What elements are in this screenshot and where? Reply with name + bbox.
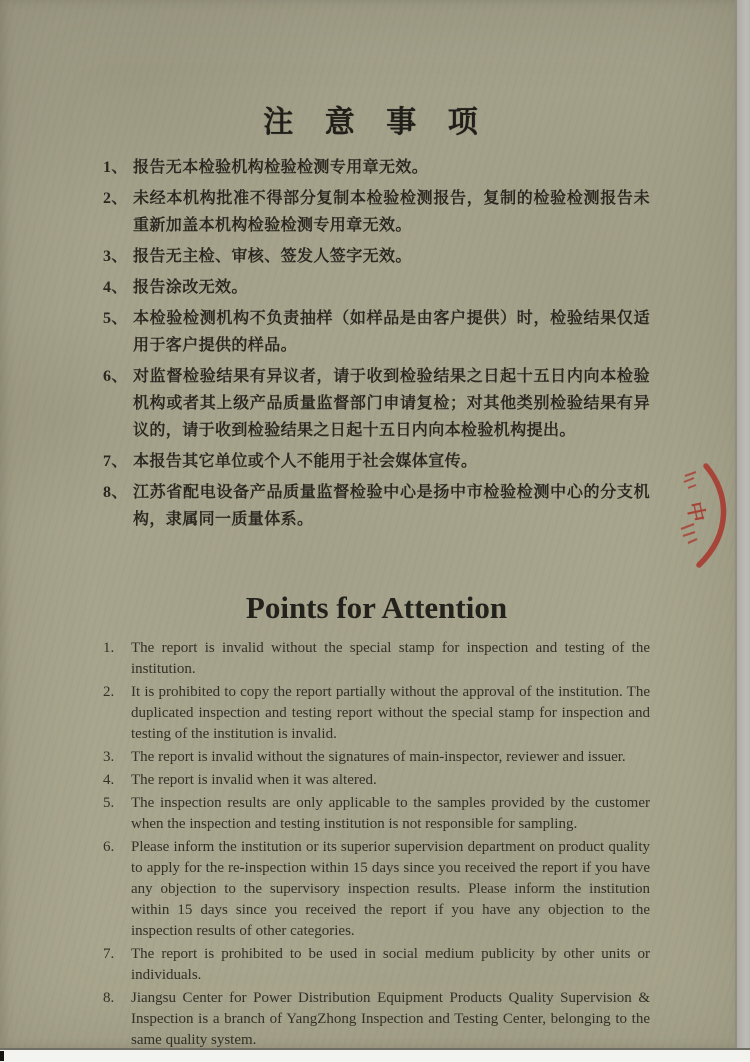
item-number: 1.	[103, 640, 115, 656]
red-seal-fragment	[679, 461, 749, 579]
notice-list-en	[103, 638, 650, 1051]
list-item	[103, 747, 650, 768]
list-item	[103, 682, 650, 745]
item-text: The report is invalid without the special stamp for inspection and testing of the institution.	[131, 640, 650, 677]
list-item	[103, 243, 650, 270]
item-number: 5、	[103, 310, 128, 327]
page-content	[103, 0, 650, 1053]
list-item	[103, 479, 650, 533]
item-text: 未经本机构批准不得部分复制本检验检测报告，复制的检验检测报告未重新加盖本机构检验检测专用章无效。	[133, 190, 650, 234]
notice-title-en: Points for Attention	[245, 590, 508, 625]
list-item	[103, 154, 650, 181]
item-number: 6、	[103, 368, 128, 385]
item-text: 本检验检测机构不负责抽样（如样品是由客户提供）时，检验结果仅适用于客户提供的样品。	[133, 310, 650, 354]
notice-title-cn: 注 意 事 项	[263, 106, 490, 139]
item-number: 3.	[103, 749, 115, 765]
item-number: 4.	[103, 772, 115, 788]
seal-character: 中	[682, 499, 709, 525]
item-text: 报告涂改无效。	[133, 279, 248, 296]
item-number: 7、	[103, 453, 128, 470]
seal-stroke-marks-top	[684, 472, 696, 488]
item-text: The report is invalid without the signatures of main-inspector, reviewer and issuer.	[131, 749, 626, 765]
item-text: The inspection results are only applicable to the samples provided by the customer when the inspection and testing institution is not responsible for sampling.	[131, 795, 650, 832]
item-number: 8.	[103, 990, 115, 1006]
item-number: 8、	[103, 484, 128, 501]
list-item	[103, 448, 650, 475]
item-number: 6.	[103, 839, 115, 855]
list-item	[103, 638, 650, 680]
item-number: 2.	[103, 684, 115, 700]
item-number: 5.	[103, 795, 115, 811]
list-item	[103, 988, 650, 1051]
notice-list-cn	[103, 154, 650, 533]
item-text: 本报告其它单位或个人不能用于社会媒体宣传。	[133, 453, 478, 470]
list-item	[103, 944, 650, 986]
list-item	[103, 305, 650, 359]
item-text: The report is prohibited to be used in social medium publicity by other units or individuals.	[131, 946, 650, 983]
item-number: 3、	[103, 248, 128, 265]
item-number: 4、	[103, 279, 128, 296]
item-number: 2、	[103, 190, 128, 207]
list-item	[103, 274, 650, 301]
item-number: 7.	[103, 946, 115, 962]
item-text: 报告无主检、审核、签发人签字无效。	[133, 248, 412, 265]
scan-corner-mark	[0, 1051, 4, 1061]
item-text: 报告无本检验机构检验检测专用章无效。	[133, 159, 429, 176]
item-text: Please inform the institution or its superior supervision department on product quality to apply for the re-inspection within 15 days since you received the report if you have any objection to the supervisory inspection results. Please inform the institution within 15 days since you received the report if you have any objection to the inspection results of other categories.	[131, 839, 650, 939]
item-text: 江苏省配电设备产品质量监督检验中心是扬中市检验检测中心的分支机构，隶属同一质量体系。	[133, 484, 650, 528]
item-number: 1、	[103, 159, 128, 176]
item-text: The report is invalid when it was altered.	[131, 772, 377, 788]
list-item	[103, 837, 650, 942]
list-item	[103, 185, 650, 239]
item-text: It is prohibited to copy the report partially without the approval of the institution. The duplicated inspection and testing report without the special stamp for inspection and testing of the institution is invalid.	[131, 684, 650, 742]
list-item	[103, 770, 650, 791]
list-item	[103, 793, 650, 835]
item-text: 对监督检验结果有异议者，请于收到检验结果之日起十五日内向本检验机构或者其上级产品质量监督部门申请复检；对其他类别检验结果有异议的，请于收到检验结果之日起十五日内向本检验机构提出。	[133, 368, 650, 439]
list-item	[103, 363, 650, 444]
item-text: Jiangsu Center for Power Distribution Equipment Products Quality Supervision & Inspection is a branch of YangZhong Inspection and Testing Center, belonging to the same quality system.	[131, 990, 650, 1048]
seal-stroke-marks-bottom	[681, 524, 697, 543]
